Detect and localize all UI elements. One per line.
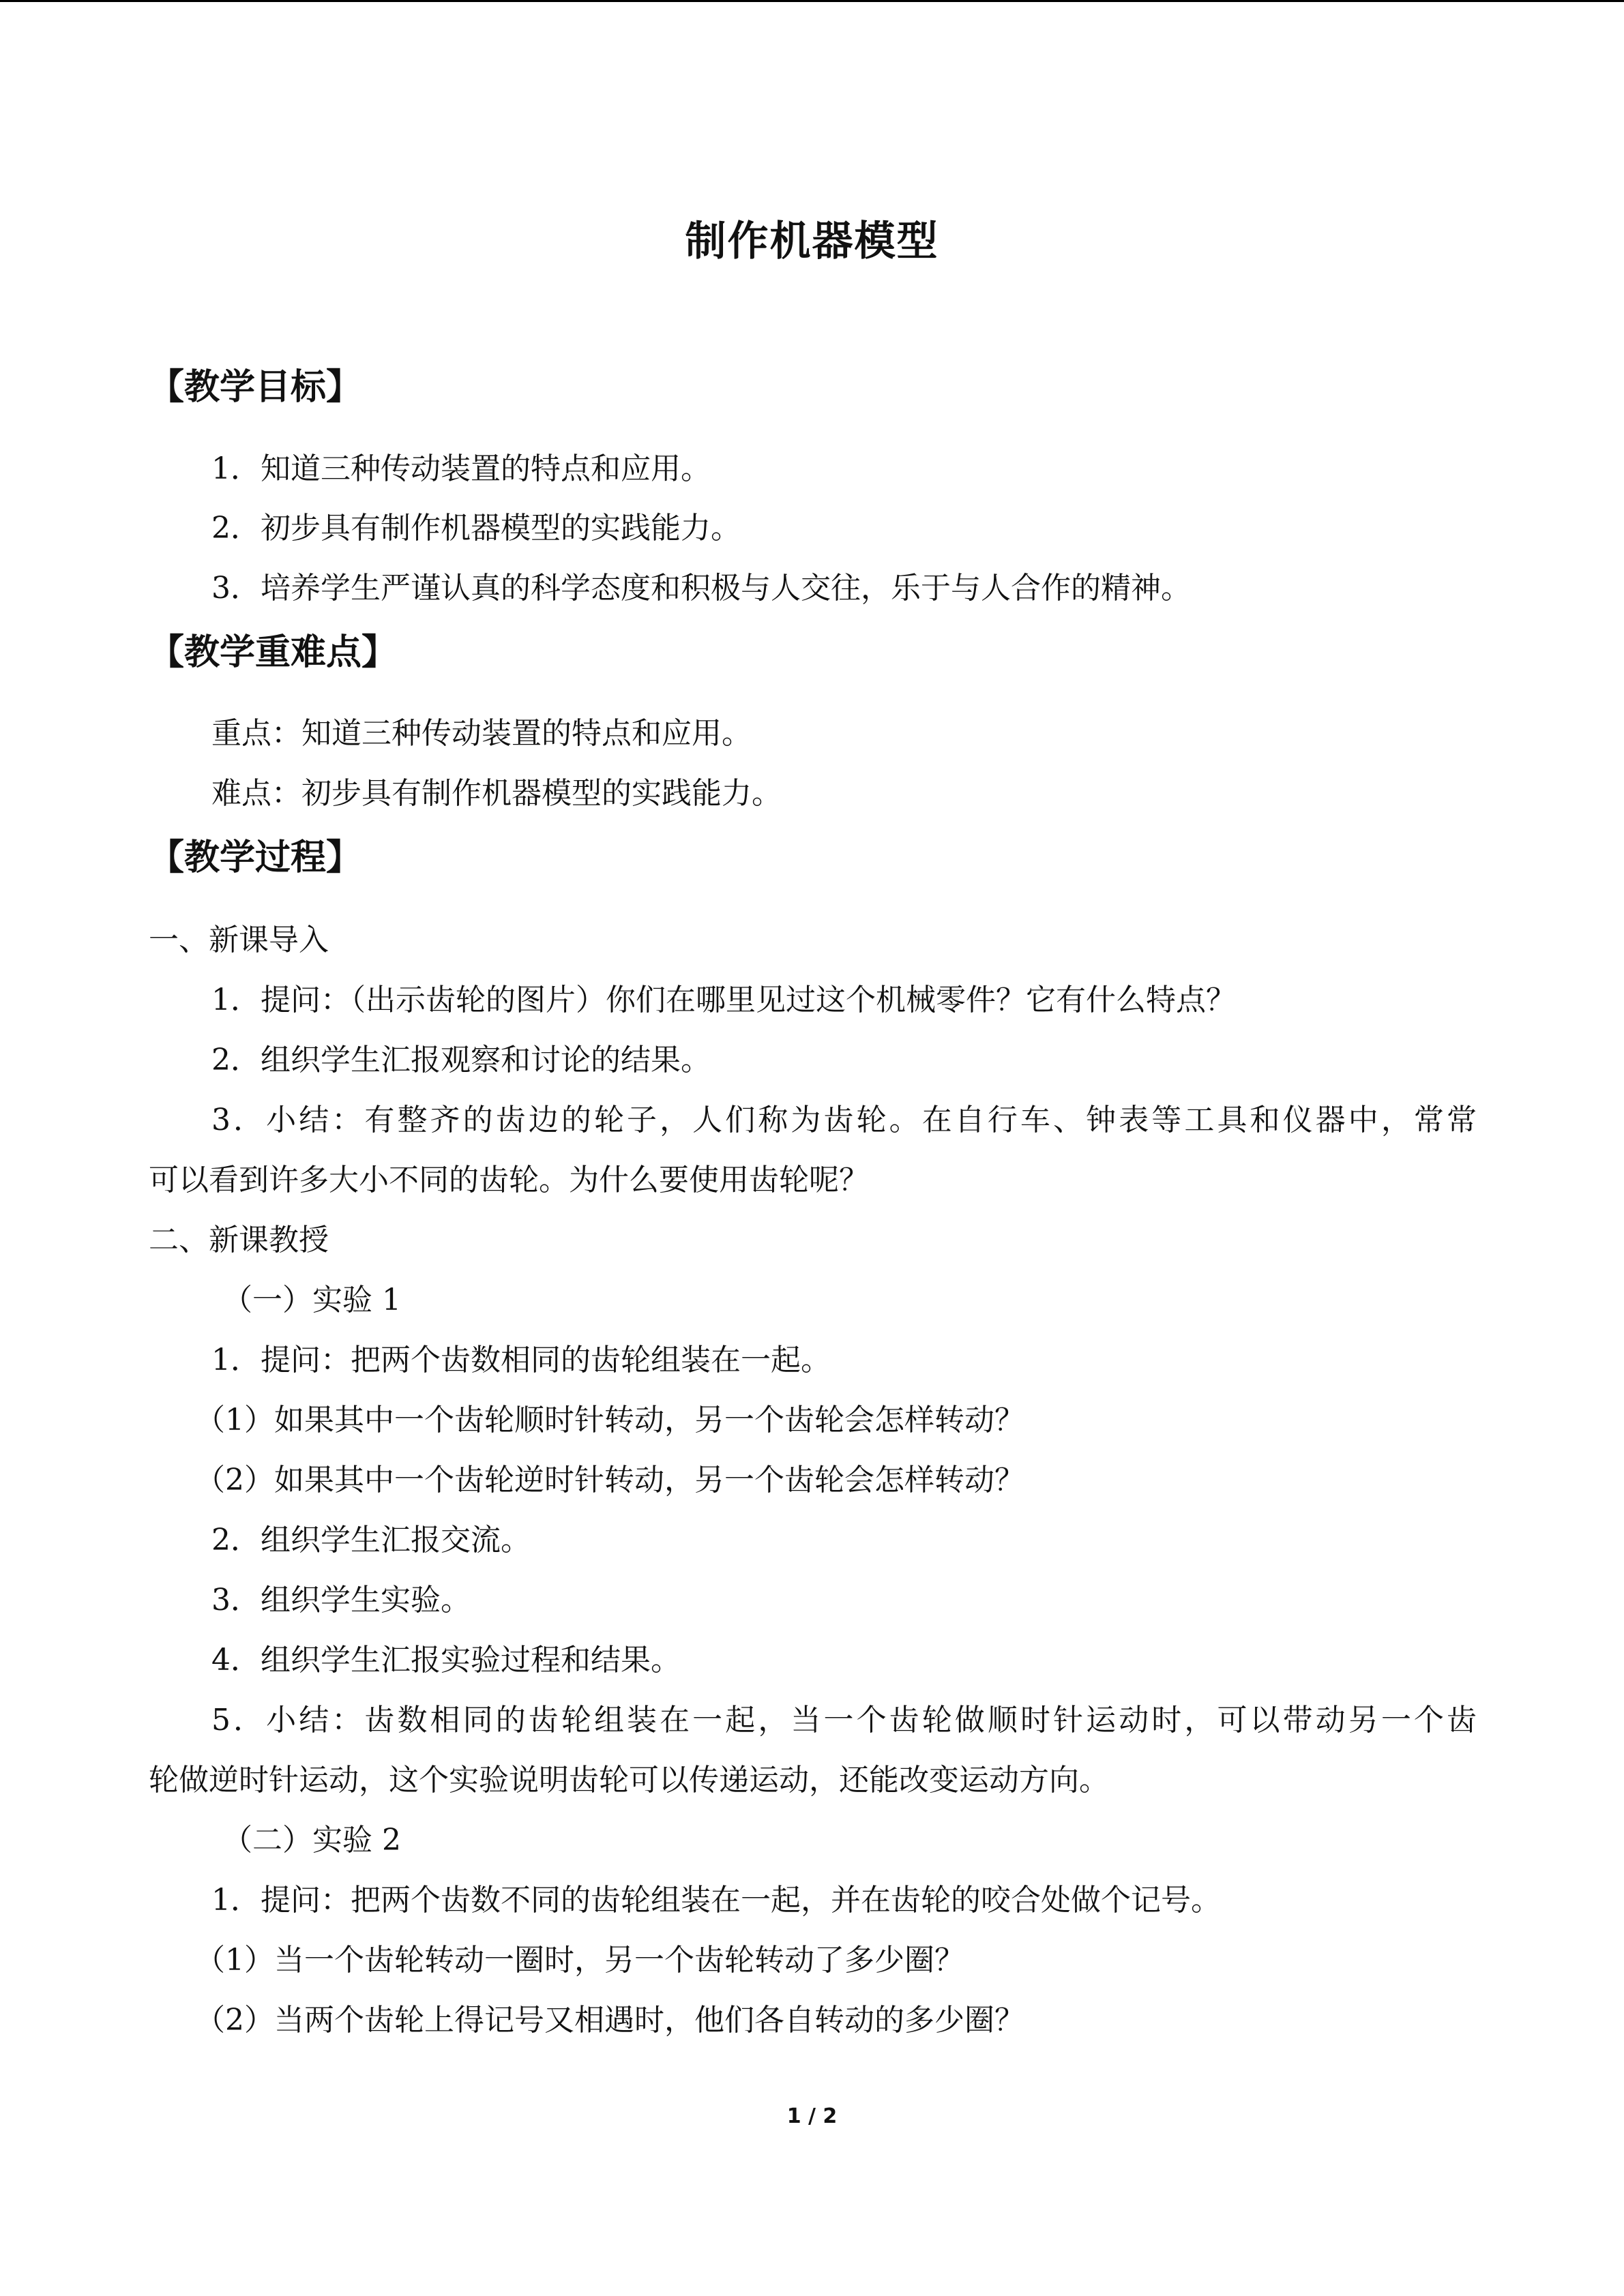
part1-title: 一、新课导入 <box>149 923 329 957</box>
document-title: 制作机器模型 <box>685 218 939 265</box>
experiment-1-item-1: 1．提问：把两个齿数相同的齿轮组装在一起。 <box>211 1343 831 1377</box>
part2-title: 二、新课教授 <box>149 1223 329 1257</box>
goal-item-1: 1．知道三种传动装置的特点和应用。 <box>211 451 711 486</box>
part1-item-1: 1．提问：（出示齿轮的图片）你们在哪里见过这个机械零件？它有什么特点？ <box>211 983 1236 1017</box>
heading-teaching-goals: 【教学目标】 <box>149 367 362 408</box>
key-point-item: 重点：知道三种传动装置的特点和应用。 <box>211 716 752 751</box>
heading-key-points: 【教学重难点】 <box>149 632 398 673</box>
experiment-2-title: （二）实验 2 <box>222 1823 401 1858</box>
experiment-2-item-1: 1．提问：把两个齿数不同的齿轮组装在一起，并在齿轮的咬合处做个记号。 <box>211 1883 1221 1918</box>
part1-item-2: 2．组织学生汇报观察和讨论的结果。 <box>211 1043 711 1077</box>
experiment-1-item-5-line-1: 5．小结：齿数相同的齿轮组装在一起，当一个齿轮做顺时针运动时，可以带动另一个齿 <box>211 1703 1477 1738</box>
experiment-1-item-3: 3．组织学生实验。 <box>211 1583 471 1617</box>
part1-item-3-line-2: 可以看到许多大小不同的齿轮。为什么要使用齿轮呢？ <box>149 1163 869 1197</box>
difficult-point-item: 难点：初步具有制作机器模型的实践能力。 <box>211 776 782 811</box>
experiment-1-title: （一）实验 1 <box>222 1283 401 1317</box>
goal-item-2: 2．初步具有制作机器模型的实践能力。 <box>211 511 741 546</box>
experiment-2-sub-1: （1）当一个齿轮转动一圈时，另一个齿轮转动了多少圈？ <box>195 1943 964 1978</box>
experiment-2-sub-2: （2）当两个齿轮上得记号又相遇时，他们各自转动的多少圈？ <box>195 2003 1024 2038</box>
experiment-1-item-5-line-2: 轮做逆时针运动，这个实验说明齿轮可以传递运动，还能改变运动方向。 <box>149 1763 1109 1798</box>
part1-item-3-line-1: 3．小结：有整齐的齿边的轮子，人们称为齿轮。在自行车、钟表等工具和仪器中，常常 <box>211 1103 1477 1137</box>
goal-item-3: 3．培养学生严谨认真的科学态度和积极与人交往，乐于与人合作的精神。 <box>211 571 1191 606</box>
heading-teaching-process: 【教学过程】 <box>149 837 362 878</box>
page-number: 1 / 2 <box>786 2104 838 2128</box>
experiment-1-sub-1: （1）如果其中一个齿轮顺时针转动，另一个齿轮会怎样转动？ <box>195 1403 1024 1437</box>
experiment-1-item-2: 2．组织学生汇报交流。 <box>211 1523 531 1557</box>
experiment-1-item-4: 4．组织学生汇报实验过程和结果。 <box>211 1643 681 1678</box>
experiment-1-sub-2: （2）如果其中一个齿轮逆时针转动，另一个齿轮会怎样转动？ <box>195 1463 1024 1497</box>
